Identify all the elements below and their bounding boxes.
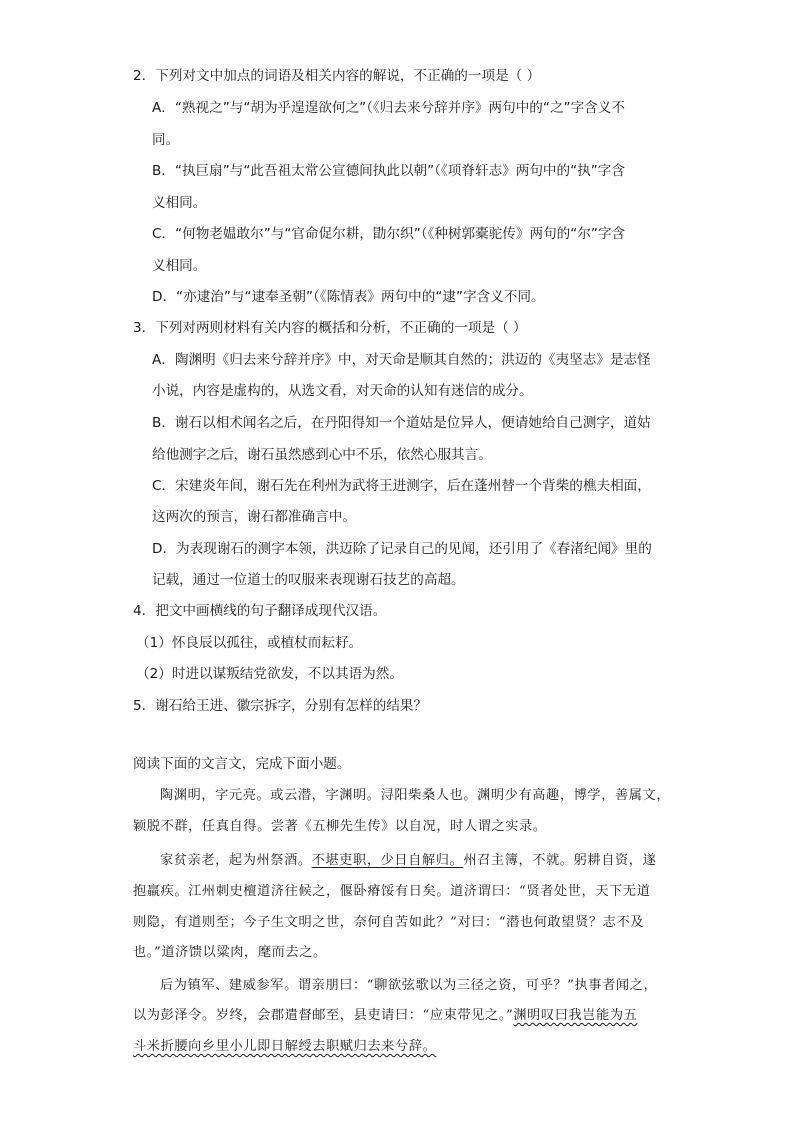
- passage-paragraph-1-line-1: 陶渊明，字元亮。或云潜，字渊明。浔阳柴桑人也。渊明少有高趣，博学，善属文，: [160, 788, 671, 803]
- passage-paragraph-2-line-1: [160, 852, 656, 870]
- question-4-sentence-1: （1）怀良辰以孤往，或植杖而耘耔。: [136, 635, 363, 651]
- question-3-option-a: A．陶渊明《归去来兮辞并序》中，对天命是顺其自然的；洪迈的《夷坚志》是志怪: [152, 352, 651, 368]
- question-4-sentence-2: （2）时进以谋叛结党欲发，不以其语为然。: [136, 666, 403, 682]
- question-2-option-d: D．“亦逮治”与“逮奉圣朝”（《陈情表》两句中的“逮”字含义不同。: [152, 289, 545, 305]
- question-3-option-a-cont: 小说，内容是虚构的，从选文看，对天命的认知有迷信的成分。: [152, 383, 533, 399]
- underlined-sentence: 不堪吏职，少日自解归。: [311, 853, 464, 868]
- question-2-option-b-cont: 义相同。: [152, 195, 207, 211]
- question-3-option-d: D．为表现谢石的测字本领，洪迈除了记录自己的见闻，还引用了《春渚纪闻》里的: [152, 541, 652, 557]
- passage-text: 州召主簿，不就。躬耕自资，遂: [463, 853, 657, 868]
- question-2-option-c: C．“何物老媪敢尔”与“官命促尔耕，勖尔织”（《种树郭橐驼传》两句的“尔”字含: [152, 226, 626, 242]
- wavy-underlined-sentence: 斗米折腰向乡里小儿即日解绶去职赋归去来兮辞。: [133, 1039, 437, 1054]
- passage-paragraph-2-line-4: 也。”道济馈以粱肉，麾而去之。: [133, 945, 327, 960]
- question-3-option-b: B．谢石以相术闻名之后，在丹阳得知一个道姑是位异人，便请她给自己测字，道姑: [152, 415, 651, 431]
- question-5-stem: 5．谢石给王进、徽宗拆字，分别有怎样的结果？: [133, 698, 428, 714]
- question-2-option-a: A．“熟视之”与“胡为乎遑遑欲何之”（《归去来兮辞并序》两句中的“之”字含义不: [152, 100, 625, 116]
- question-4-stem: 4．把文中画横线的句子翻译成现代汉语。: [133, 603, 387, 619]
- passage-text: 以为彭泽令。岁终，会郡遣督邮至，县吏请曰：“应束带见之。”: [133, 1008, 514, 1023]
- passage-paragraph-3-line-2: [133, 1007, 637, 1025]
- question-3-option-c: C．宋建炎年间，谢石先在利州为武将王进测字，后在蓬州替一个背柴的樵夫相面，: [152, 478, 651, 494]
- passage-paragraph-2-line-2: 抱羸疾。江州刺史檀道济往候之，偃卧瘠馁有日矣。道济谓曰：“贤者处世，天下无道: [133, 884, 651, 899]
- passage-paragraph-1-line-2: 颖脱不群，任真自得。尝著《五柳先生传》以自况，时人谓之实录。: [133, 819, 547, 834]
- passage-instruction: 阅读下面的文言文，完成下面小题。: [133, 756, 351, 772]
- question-2-stem: 2．下列对文中加点的词语及相关内容的解说，不正确的一项是（ ）: [133, 68, 541, 84]
- question-2-option-b: B．“执巨扇”与“此吾祖太常公宣德间执此以朝”（《项脊轩志》两句中的“执”字含: [152, 163, 625, 179]
- question-3-option-b-cont: 给他测字之后，谢石虽然感到心中不乐，依然心服其言。: [152, 447, 492, 463]
- passage-paragraph-2-line-3: 则隐，有道则至；今子生文明之世，奈何自苦如此？”对曰：“潜也何敢望贤？志不及: [133, 915, 645, 930]
- question-2-option-a-cont: 同。: [152, 132, 180, 148]
- wavy-underlined-sentence: 渊明叹曰我岂能为五: [513, 1008, 638, 1023]
- passage-paragraph-3-line-1: 后为镇军、建威参军。谓亲朋曰：“聊欲弦歌以为三径之资，可乎？”执事者闻之，: [160, 978, 658, 993]
- question-3-option-c-cont: 这两次的预言，谢石都准确言中。: [152, 509, 356, 525]
- question-2-option-c-cont: 义相同。: [152, 258, 207, 274]
- passage-paragraph-3-line-3: [133, 1038, 436, 1056]
- question-3-stem: 3．下列对两则材料有关内容的概括和分析，不正确的一项是（ ）: [133, 320, 527, 336]
- question-3-option-d-cont: 记载，通过一位道士的叹服来表现谢石技艺的高超。: [152, 572, 465, 588]
- passage-text: 家贫亲老，起为州祭酒。: [160, 853, 312, 868]
